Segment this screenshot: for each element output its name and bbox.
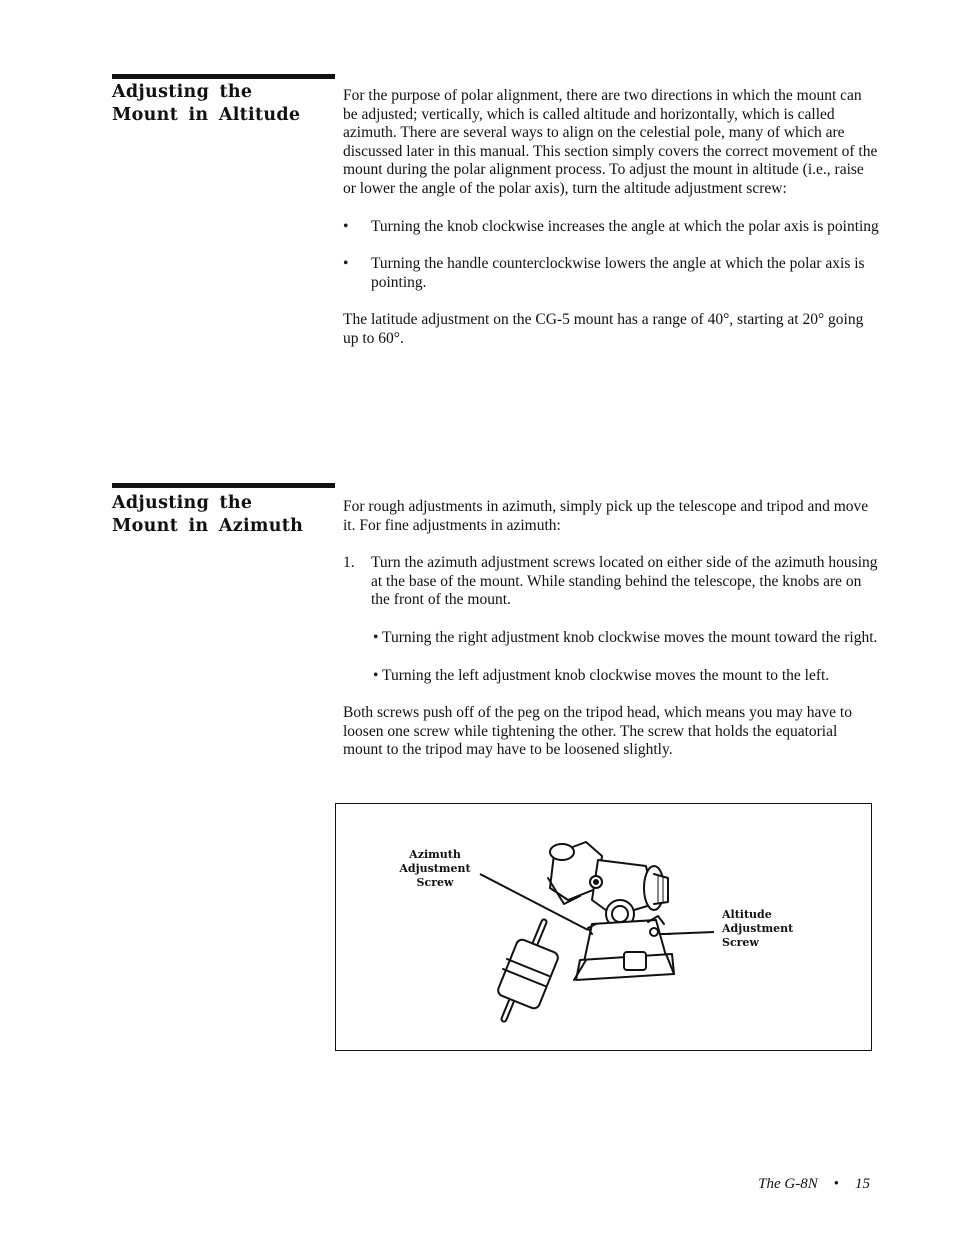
page-footer	[758, 1176, 870, 1193]
bullet-marker: •	[343, 255, 349, 273]
counterweight	[496, 938, 559, 1010]
step-text: Turn the azimuth adjustment screws located on either side of the azimuth housing at the base of the mount. While standing behind the telescope, the knobs are on the front of the mount.	[371, 554, 878, 609]
mount-figure	[335, 803, 872, 1051]
sub-bullet-text: • Turning the left adjustment knob clockwise moves the mount to the left.	[373, 666, 830, 684]
sub-bullet-left	[343, 667, 879, 686]
paragraph-azimuth-outro: Both screws push off of the peg on the tripod head, which means you may have to loosen one screw while tightening the other. The screw that holds the equatorial mount to the tripod may have to be loosened slightly.	[343, 704, 852, 759]
step-number: 1.	[343, 554, 355, 572]
paragraph-altitude-intro: For the purpose of polar alignment, there are two directions in which the mount can be adjusted; vertically, which is called altitude and horizontally, which is called azimuth. There are several ways to align on the celestial pole, many of which are discussed later in this manual. This section simply covers the correct movement of the mount during the polar alignment process. To adjust the mount in altitude (i.e., raise or lower the angle of the polar axis), turn the altitude adjustment screw:	[343, 87, 878, 197]
bullet-item-clockwise	[343, 218, 879, 237]
footer-separator: •	[833, 1176, 839, 1192]
footer-title: The G-8N	[758, 1176, 818, 1192]
heading-altitude: Adjusting the Mount in Altitude	[112, 82, 301, 125]
heading-azimuth: Adjusting the Mount in Azimuth	[112, 493, 304, 536]
sub-bullet-text: • Turning the right adjustment knob clockwise moves the mount toward the right.	[373, 628, 878, 646]
section-rule-altitude	[112, 74, 335, 79]
paragraph-azimuth-intro: For rough adjustments in azimuth, simply pick up the telescope and tripod and move it. For fine adjustments in azimuth:	[343, 498, 869, 534]
paragraph-latitude-range: The latitude adjustment on the CG-5 mount has a range of 40°, starting at 20° going up to 60°.	[343, 311, 864, 347]
section-rule-azimuth	[112, 483, 335, 488]
altitude-screw-label: Altitude Adjustment Screw	[722, 908, 794, 949]
sub-bullet-right	[343, 629, 879, 648]
section-body-altitude	[343, 87, 879, 349]
altitude-leader-line	[664, 932, 714, 934]
section-body-azimuth	[343, 498, 879, 760]
bullet-item-counterclockwise	[343, 255, 879, 292]
bullet-text: Turning the handle counterclockwise lowers the angle at which the polar axis is pointing.	[371, 255, 865, 291]
bullet-marker: •	[343, 217, 349, 235]
bullet-text: Turning the knob clockwise increases the angle at which the polar axis is pointing	[371, 217, 879, 235]
numbered-step-1	[343, 554, 879, 610]
page-number: 15	[855, 1176, 870, 1192]
azimuth-screw-label: Azimuth Adjustment Screw	[399, 848, 471, 889]
knob	[654, 874, 668, 904]
